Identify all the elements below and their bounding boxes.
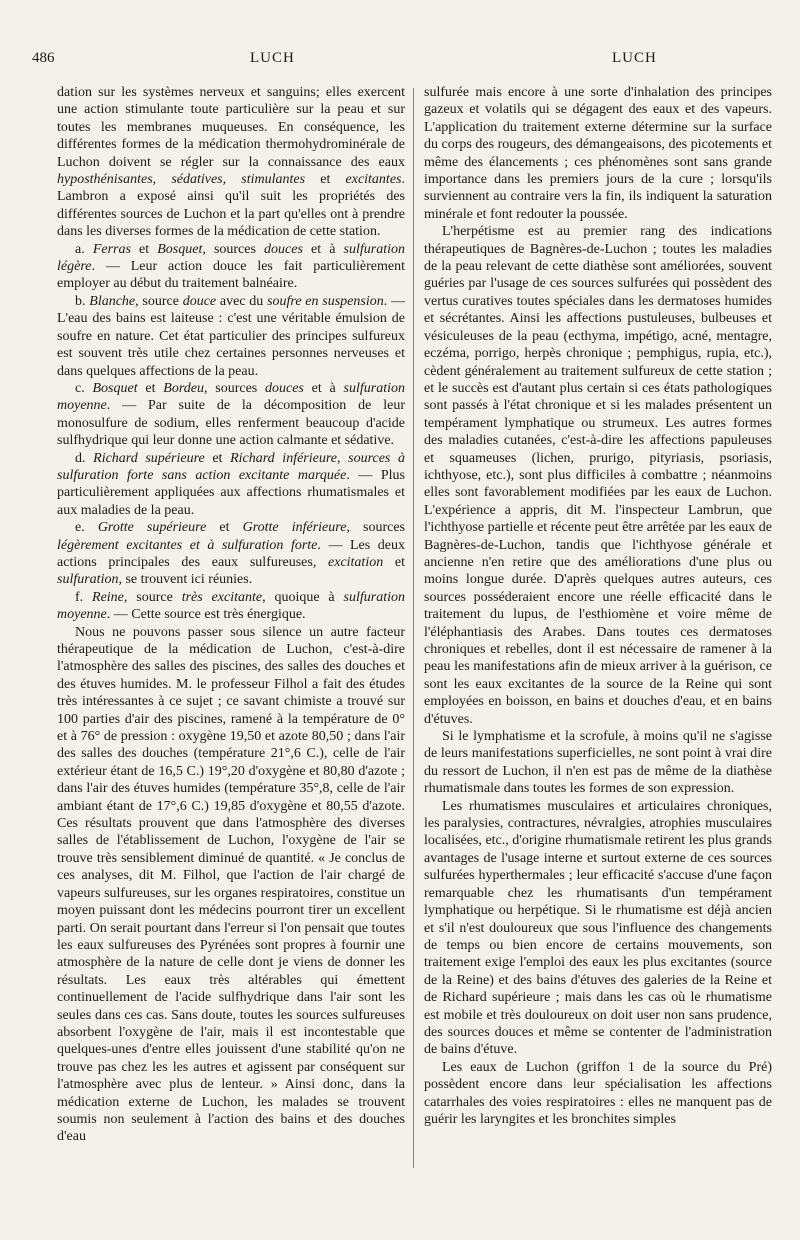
right-column [424, 84, 772, 1128]
paragraph: Nous ne pouvons passer sous silence un autre facteur thérapeutique de la médication de Luchon, c'est-à-dire l'atmosphère des salles des piscines, des salles des douches et des étuves humides. M. le professeur Filhol a fait des études très intéressantes à ce sujet ; ce savant chimiste a trouvé sur 100 parties d'air des piscines, ramené à la température de 0° et à 76° de pression : oxygène 19,50 et azote 80,50 ; dans l'air des salles des douches (température 21°,6 C.), celle de l'air extérieur étant de 16,5 C.) 19°,20 d'oxygène et 80,80 d'azote ; dans l'air des étuves humides (température 35°,8, celle de l'air ambiant étant de 17°,6 C.) 19,85 d'oxygène et 80,55 d'azote. Ces résultats prouvent que dans l'atmosphère des diverses salles de l'établissement de Luchon, l'oxygène de l'air se trouve très sensiblement diminué de quantité. « Je conclus de ces analyses, dit M. Filhol, que l'action de l'air chargé de vapeurs sulfureuses, sur les organes respiratoires, constitue un moyen puissant dont les médecins pourront tirer un excellent parti. On serait pourtant dans l'erreur si l'on pensait que toutes les eaux sulfureuses des Pyrénées sont propres à fournir une atmosphère de la nature de celle dont je viens de donner les résultats. Les eaux très altérables qui émettent continuellement de l'acide sulfhydrique dans l'air sont les seules dans ces cas. Sans doute, toutes les sources sulfureuses absorbent l'oxygène de l'air, mais il est incontestable que quelques-unes d'entre elles jouissent d'une stabilité qu'on ne trouve pas chez les les autres et agissent par conséquent sur l'atmosphère avec plus de lenteur. » Ainsi donc, dans la médication externe de Luchon, les malades se trouvent soumis non seulement à l'action des bains et des douches d'eau [57, 624, 405, 1145]
running-header [32, 50, 772, 76]
paragraph: f. Reine, source très excitante, quoique à sulfuration moyenne. — Cette source est très énergique. [57, 589, 405, 623]
paragraph: Si le lymphatisme et la scrofule, à moins qu'il ne s'agisse de leurs manifestations superficielles, ne sont point à vrai dire du ressort de Luchon, il n'en est pas de même de la diathèse rhumatismale dans toutes les formes de son expression. [424, 729, 772, 797]
paragraph: a. Ferras et Bosquet, sources douces et à sulfuration légère. — Leur action douce les fait particulièrement employer au début du traitement balnéaire. [57, 241, 405, 292]
paragraph: b. Blanche, source douce avec du soufre en suspension. — L'eau des bains est laiteuse : c'est une véritable émulsion de soufre en nature. Cet état particulier des principes sulfureux est souvent très utile chez certaines personnes nerveuses et dans quelques affections de la peau. [57, 293, 405, 379]
paragraph: L'herpétisme est au premier rang des indications thérapeutiques de Bagnères-de-Luchon ; toutes les maladies de la peau relevant de cette diathèse sont améliorées, souvent guéries par l'usage de ces sources sulfurées qui possèdent des vertus curatives toutes spéciales dans les dermatoses humides et sécrétantes. Ainsi les affections pustuleuses, bulbeuses et vésiculeuses de la peau (ecthyma, impétigo, acné, mentagre, eczéma, porrigo, herpès chronique ; pemphigus, rupia, etc.), cèdent généralement au traitement sulfureux de cette station ; et le succès est d'autant plus certain si ces états pathologiques sont passés à l'état chronique et si les malades présentent un tempérament lymphatique ou strumeux. Les autres formes des maladies cutanées, c'est-à-dire les affections papuleuses et squameuses (lichen, prurigo, pityriasis, psoriasis, ichthyose, etc.), sont plus difficiles à combattre ; néanmoins elles sont favorablement modifiées par les eaux de Luchon. L'expérience a appris, dit M. l'inspecteur Lambrun, que l'ichthyose partielle et récente peut être arrêtée par les eaux de Bagnères-de-Luchon, tandis que l'ichthyose générale et ancienne n'en retire que des améliorations d'une plus ou moins longue durée. D'après quelques autres auteurs, ces sources posséderaient encore une réelle efficacité dans le traitement du lupus, de l'esthiomène et voire même de l'éléphantiasis des Arabes. Dans toutes ces dermatoses chroniques et rebelles, dont il est nécessaire de ramener à la peau les manifestations afin de mieux arriver à la guérison, ce sont les eaux excitantes de la source de la Reine qui sont employées en boisson, en bains et douches d'eau, et en bains d'étuves. [424, 224, 772, 727]
running-head-right: LUCH [612, 50, 657, 66]
running-head-left: LUCH [250, 50, 295, 66]
paragraph: sulfurée mais encore à une sorte d'inhalation des principes gazeux et volatils qui se dégagent des eaux et des vapeurs. L'application du traitement externe détermine sur la surface du corps des rougeurs, des démangeaisons, des picotements et même des élancements ; ces phénomènes sont sans grande importance dans les premiers jours de la cure ; lorsqu'ils surviennent au contraire vers la fin, ils indiquent la saturation minérale et font redouter la poussée. [424, 85, 772, 222]
column-divider [413, 88, 414, 1168]
paragraph: d. Richard supérieure et Richard inférieure, sources à sulfuration forte sans action excitante marquée. — Plus particulièrement appliquées aux affections rhumatismales et aux maladies de la peau. [57, 450, 406, 518]
paragraph: Les eaux de Luchon (griffon 1 de la source du Pré) possèdent encore dans leur spécialisation les affections catarrhales des voies respiratoires : elles ne manquent pas de guérir les laryngites et les bronchites simples [424, 1059, 772, 1127]
paragraph: c. Bosquet et Bordeu, sources douces et à sulfuration moyenne. — Par suite de la décomposition de leur monosulfure de sodium, elles renferment beaucoup d'acide sulfhydrique qui leur donne une action calmante et sédative. [57, 380, 405, 449]
left-column [57, 84, 405, 1146]
paragraph: dation sur les systèmes nerveux et sanguins; elles exercent une action stimulante toute particulière sur la peau et sur toutes les membranes muqueuses. En conséquence, les différentes formes de la médication thermohydrominérale de Luchon doivent se régler sur la connaissance des eaux hyposthénisantes, sédatives, stimulantes et excitantes. Lambron a exposé ainsi qu'il suit les propriétés des différentes sources de Luchon et la part qu'elles ont à prendre dans les diverses formes de la médication de cette station. [57, 85, 405, 240]
page-number: 486 [32, 50, 55, 66]
paragraph: Les rhumatismes musculaires et articulaires chroniques, les paralysies, contractures, névralgies, atrophies musculaires localisées, etc., d'origine rhumatismale retirent les plus grands avantages de l'usage interne et surtout externe de ces sources sulfurées hyperthermales ; leur efficacité s'accuse d'une façon remarquable chez les rhumatisants d'un tempérament lymphatique ou herpétique. Si le rhumatisme est déjà ancien et s'il n'est douloureux que sous l'influence des changements de temps ou bien encore de certains mouvements, son traitement exige l'emploi des eaux les plus excitantes (source de la Reine) et des bains d'étuves des galeries de la Reine et de Richard supérieure ; mais dans les cas où le rhumatisme est mobile et très douloureux on doit user non sans prudence, des sources douces et même se contenter de l'administration de bains d'étuve. [424, 798, 772, 1058]
paragraph: e. Grotte supérieure et Grotte inférieure, sources légèrement excitantes et à sulfuration forte. — Les deux actions principales des eaux sulfureuses, excitation et sulfuration, se trouvent ici réunies. [57, 520, 405, 588]
